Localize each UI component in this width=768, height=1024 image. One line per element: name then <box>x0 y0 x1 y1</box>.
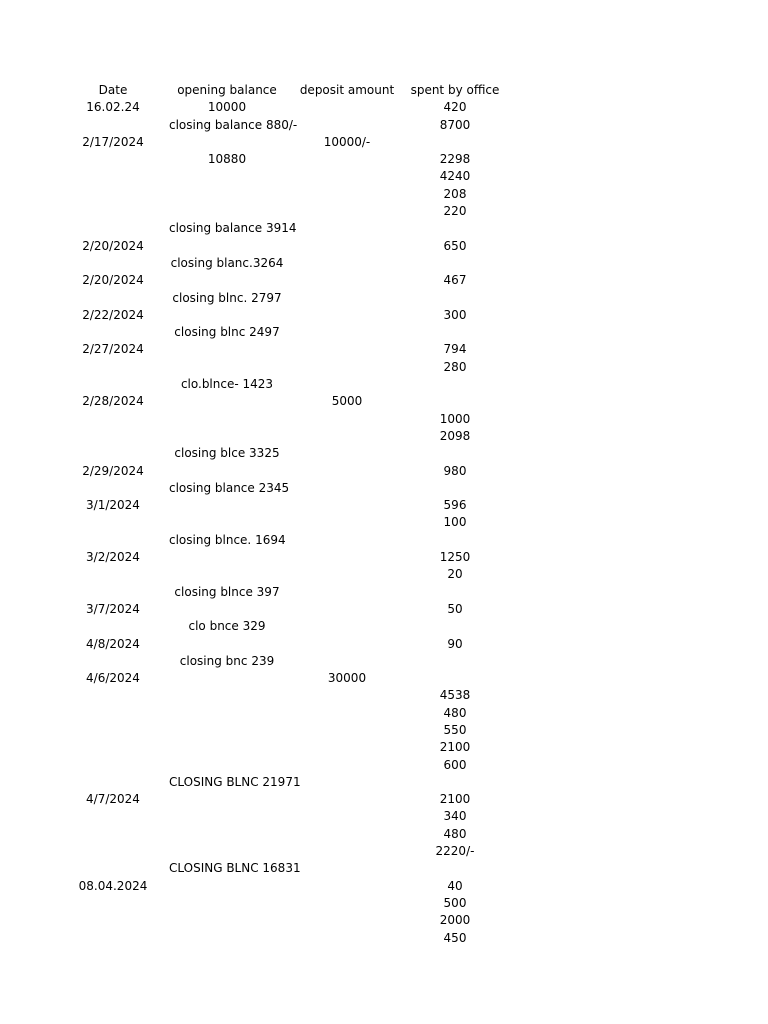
cell-opening-balance <box>169 359 285 376</box>
table-row <box>57 687 517 704</box>
table-row <box>57 168 517 185</box>
cell-deposit-amount <box>285 618 409 635</box>
cell-deposit-amount <box>285 341 409 358</box>
table-row <box>57 220 517 237</box>
cell-deposit-amount <box>285 99 409 116</box>
cell-spent-by-office <box>409 324 501 341</box>
table-row <box>57 757 517 774</box>
cell-deposit-amount <box>285 549 409 566</box>
cell-spent-by-office: 2100 <box>439 792 471 807</box>
cell-deposit-amount <box>285 220 409 237</box>
cell-date: 4/6/2024 <box>86 671 140 686</box>
cell-date: 3/7/2024 <box>86 601 140 616</box>
cell-date <box>57 722 169 739</box>
table-row <box>57 341 517 358</box>
cell-opening-balance <box>169 930 285 947</box>
cell-date <box>57 290 169 307</box>
table-row <box>57 618 517 635</box>
cell-deposit-amount <box>285 636 409 653</box>
cell-opening-balance <box>169 272 285 289</box>
cell-deposit-amount <box>285 290 409 307</box>
expense-sheet <box>57 82 517 947</box>
table-row <box>57 895 517 912</box>
cell-date <box>57 653 169 670</box>
cell-date <box>57 584 169 601</box>
table-row <box>57 428 517 445</box>
cell-opening-balance: closing bnc 239 <box>179 653 275 668</box>
cell-opening-balance: CLOSING BLNC 16831 <box>169 861 301 876</box>
cell-spent-by-office <box>409 618 501 635</box>
cell-date <box>57 757 169 774</box>
cell-deposit-amount <box>285 895 409 912</box>
cell-deposit-amount <box>285 653 409 670</box>
cell-date <box>57 912 169 929</box>
cell-opening-balance: closing blnc 2497 <box>174 325 280 340</box>
table-body <box>57 99 517 947</box>
cell-deposit-amount <box>285 705 409 722</box>
cell-date <box>57 739 169 756</box>
cell-date <box>57 895 169 912</box>
cell-spent-by-office <box>409 393 501 410</box>
cell-deposit-amount <box>285 272 409 289</box>
cell-date <box>57 774 169 791</box>
cell-spent-by-office: 50 <box>447 601 463 616</box>
table-row <box>57 791 517 808</box>
cell-spent-by-office <box>409 255 501 272</box>
cell-opening-balance <box>169 238 285 255</box>
cell-opening-balance: closing blance 2345 <box>169 480 290 495</box>
cell-opening-balance: CLOSING BLNC 21971 <box>169 774 301 789</box>
table-row <box>57 601 517 618</box>
cell-spent-by-office: 4538 <box>439 688 471 703</box>
table-row <box>57 497 517 514</box>
cell-opening-balance <box>169 636 285 653</box>
cell-opening-balance <box>169 843 285 860</box>
cell-spent-by-office: 600 <box>443 757 467 772</box>
cell-opening-balance: closing balance 880/- <box>169 117 298 132</box>
cell-spent-by-office: 1000 <box>439 411 471 426</box>
cell-deposit-amount <box>285 376 409 393</box>
cell-opening-balance <box>169 203 285 220</box>
cell-date: 2/20/2024 <box>82 238 144 253</box>
cell-deposit-amount <box>285 791 409 808</box>
header-spent-by-office: spent by office <box>410 83 500 97</box>
cell-spent-by-office <box>409 670 501 687</box>
table-row <box>57 739 517 756</box>
cell-date: 3/1/2024 <box>86 498 140 513</box>
cell-date: 3/2/2024 <box>86 550 140 565</box>
table-row <box>57 584 517 601</box>
cell-spent-by-office <box>409 134 501 151</box>
cell-spent-by-office <box>409 860 501 877</box>
cell-spent-by-office <box>409 774 501 791</box>
cell-date <box>57 687 169 704</box>
cell-opening-balance <box>169 670 285 687</box>
cell-deposit-amount <box>285 843 409 860</box>
cell-deposit-amount <box>285 739 409 756</box>
cell-date <box>57 117 169 134</box>
cell-date: 2/27/2024 <box>82 342 144 357</box>
table-row <box>57 238 517 255</box>
cell-date <box>57 618 169 635</box>
cell-opening-balance <box>169 722 285 739</box>
table-row <box>57 359 517 376</box>
cell-opening-balance <box>169 878 285 895</box>
cell-spent-by-office <box>409 220 501 237</box>
cell-spent-by-office <box>409 376 501 393</box>
cell-opening-balance <box>169 739 285 756</box>
table-row <box>57 843 517 860</box>
cell-spent-by-office <box>409 480 501 497</box>
cell-opening-balance <box>169 791 285 808</box>
cell-deposit-amount <box>285 808 409 825</box>
cell-date <box>57 186 169 203</box>
cell-deposit-amount <box>285 860 409 877</box>
cell-spent-by-office: 220 <box>443 204 467 219</box>
cell-opening-balance <box>169 307 285 324</box>
cell-deposit-amount <box>285 480 409 497</box>
cell-deposit-amount <box>285 566 409 583</box>
cell-deposit-amount <box>285 601 409 618</box>
cell-opening-balance: closing blce 3325 <box>174 446 280 461</box>
cell-deposit-amount <box>285 203 409 220</box>
cell-date <box>57 808 169 825</box>
cell-opening-balance <box>169 497 285 514</box>
table-row <box>57 393 517 410</box>
cell-deposit-amount <box>285 878 409 895</box>
cell-date <box>57 930 169 947</box>
cell-opening-balance: 10880 <box>207 152 247 167</box>
cell-spent-by-office: 300 <box>443 307 467 322</box>
table-row <box>57 930 517 947</box>
cell-spent-by-office: 2000 <box>439 913 471 928</box>
cell-opening-balance: 10000 <box>207 100 247 115</box>
table-row <box>57 151 517 168</box>
cell-opening-balance <box>169 808 285 825</box>
cell-opening-balance <box>169 912 285 929</box>
cell-date <box>57 324 169 341</box>
cell-spent-by-office: 340 <box>443 809 467 824</box>
cell-opening-balance <box>169 549 285 566</box>
cell-date <box>57 168 169 185</box>
table-row <box>57 514 517 531</box>
table-row <box>57 705 517 722</box>
cell-spent-by-office: 2298 <box>439 152 471 167</box>
cell-deposit-amount <box>285 463 409 480</box>
cell-spent-by-office: 90 <box>447 636 463 651</box>
cell-deposit-amount <box>285 186 409 203</box>
table-row <box>57 463 517 480</box>
table-row <box>57 324 517 341</box>
cell-deposit-amount <box>285 445 409 462</box>
cell-spent-by-office: 8700 <box>439 117 471 132</box>
cell-opening-balance <box>169 895 285 912</box>
cell-deposit-amount <box>285 774 409 791</box>
cell-date <box>57 255 169 272</box>
table-row <box>57 774 517 791</box>
table-row <box>57 480 517 497</box>
cell-date: 16.02.24 <box>86 100 140 115</box>
cell-deposit-amount <box>285 255 409 272</box>
table-row <box>57 653 517 670</box>
cell-deposit-amount <box>285 359 409 376</box>
cell-spent-by-office: 980 <box>443 463 467 478</box>
cell-deposit-amount <box>285 826 409 843</box>
cell-opening-balance <box>169 186 285 203</box>
cell-spent-by-office: 480 <box>443 705 467 720</box>
cell-spent-by-office: 2220/- <box>435 844 475 859</box>
cell-deposit-amount <box>285 117 409 134</box>
cell-spent-by-office <box>409 532 501 549</box>
cell-deposit-amount <box>285 238 409 255</box>
cell-deposit-amount: 30000 <box>327 671 367 686</box>
cell-date <box>57 445 169 462</box>
cell-date <box>57 514 169 531</box>
cell-spent-by-office <box>409 445 501 462</box>
cell-opening-balance <box>169 463 285 480</box>
cell-date: 2/29/2024 <box>82 463 144 478</box>
table-row <box>57 411 517 428</box>
cell-opening-balance <box>169 601 285 618</box>
cell-opening-balance <box>169 411 285 428</box>
table-row <box>57 636 517 653</box>
table-row <box>57 808 517 825</box>
cell-deposit-amount <box>285 930 409 947</box>
table-row <box>57 186 517 203</box>
header-date: Date <box>98 83 128 97</box>
table-row <box>57 134 517 151</box>
header-deposit-amount: deposit amount <box>299 83 395 97</box>
cell-spent-by-office <box>409 290 501 307</box>
cell-opening-balance: closing blnc. 2797 <box>172 290 282 305</box>
cell-spent-by-office: 467 <box>443 273 467 288</box>
cell-opening-balance: closing blnce. 1694 <box>169 532 286 547</box>
cell-opening-balance: closing blnce 397 <box>174 584 280 599</box>
cell-spent-by-office: 794 <box>443 342 467 357</box>
cell-opening-balance: clo.blnce- 1423 <box>180 377 274 392</box>
cell-spent-by-office: 4240 <box>439 169 471 184</box>
cell-spent-by-office: 1250 <box>439 550 471 565</box>
cell-date <box>57 359 169 376</box>
cell-opening-balance: clo bnce 329 <box>188 619 266 634</box>
cell-date <box>57 480 169 497</box>
cell-date: 2/17/2024 <box>82 134 144 149</box>
table-row <box>57 117 517 134</box>
cell-deposit-amount <box>285 307 409 324</box>
cell-date: 08.04.2024 <box>78 878 148 893</box>
cell-spent-by-office: 2098 <box>439 428 471 443</box>
cell-spent-by-office: 2100 <box>439 740 471 755</box>
cell-opening-balance <box>169 705 285 722</box>
table-row <box>57 307 517 324</box>
table-row <box>57 878 517 895</box>
cell-deposit-amount <box>285 584 409 601</box>
cell-deposit-amount <box>285 757 409 774</box>
cell-opening-balance <box>169 134 285 151</box>
cell-deposit-amount <box>285 532 409 549</box>
cell-spent-by-office: 650 <box>443 238 467 253</box>
cell-opening-balance <box>169 341 285 358</box>
cell-deposit-amount: 10000/- <box>323 134 371 149</box>
cell-spent-by-office: 596 <box>443 498 467 513</box>
cell-opening-balance <box>169 687 285 704</box>
cell-deposit-amount: 5000 <box>331 394 363 409</box>
cell-opening-balance <box>169 566 285 583</box>
cell-date <box>57 411 169 428</box>
table-row <box>57 826 517 843</box>
cell-date: 4/7/2024 <box>86 792 140 807</box>
cell-deposit-amount <box>285 514 409 531</box>
cell-spent-by-office <box>409 653 501 670</box>
cell-date <box>57 860 169 877</box>
cell-date <box>57 843 169 860</box>
table-row <box>57 549 517 566</box>
table-row <box>57 376 517 393</box>
cell-date <box>57 376 169 393</box>
cell-spent-by-office: 100 <box>443 515 467 530</box>
cell-date <box>57 566 169 583</box>
header-opening-balance: opening balance <box>177 83 277 97</box>
cell-spent-by-office: 450 <box>443 930 467 945</box>
cell-deposit-amount <box>285 168 409 185</box>
table-row <box>57 290 517 307</box>
cell-opening-balance <box>169 168 285 185</box>
table-row <box>57 255 517 272</box>
cell-opening-balance: closing balance 3914 <box>169 221 297 236</box>
cell-spent-by-office: 420 <box>443 100 467 115</box>
cell-date <box>57 220 169 237</box>
table-row <box>57 272 517 289</box>
table-row <box>57 203 517 220</box>
table-row <box>57 445 517 462</box>
cell-date: 2/20/2024 <box>82 273 144 288</box>
cell-spent-by-office <box>409 584 501 601</box>
cell-spent-by-office: 20 <box>447 567 463 582</box>
cell-date: 2/22/2024 <box>82 307 144 322</box>
cell-date <box>57 151 169 168</box>
cell-spent-by-office: 40 <box>447 878 463 893</box>
header-row <box>57 82 517 99</box>
table-row <box>57 860 517 877</box>
table-row <box>57 912 517 929</box>
cell-date: 4/8/2024 <box>86 636 140 651</box>
cell-deposit-amount <box>285 722 409 739</box>
cell-opening-balance <box>169 826 285 843</box>
cell-deposit-amount <box>285 687 409 704</box>
cell-deposit-amount <box>285 428 409 445</box>
cell-date <box>57 826 169 843</box>
cell-date: 2/28/2024 <box>82 394 144 409</box>
cell-deposit-amount <box>285 151 409 168</box>
cell-opening-balance: closing blanc.3264 <box>170 255 284 270</box>
cell-deposit-amount <box>285 411 409 428</box>
cell-date <box>57 203 169 220</box>
cell-deposit-amount <box>285 324 409 341</box>
cell-deposit-amount <box>285 912 409 929</box>
cell-opening-balance <box>169 393 285 410</box>
cell-date <box>57 532 169 549</box>
cell-date <box>57 705 169 722</box>
cell-spent-by-office: 480 <box>443 826 467 841</box>
table-row <box>57 99 517 116</box>
cell-date <box>57 428 169 445</box>
table-row <box>57 722 517 739</box>
cell-opening-balance <box>169 428 285 445</box>
cell-spent-by-office: 500 <box>443 895 467 910</box>
cell-deposit-amount <box>285 497 409 514</box>
cell-spent-by-office: 280 <box>443 359 467 374</box>
cell-spent-by-office: 550 <box>443 722 467 737</box>
table-row <box>57 670 517 687</box>
cell-spent-by-office: 208 <box>443 186 467 201</box>
cell-opening-balance <box>169 514 285 531</box>
table-row <box>57 532 517 549</box>
cell-opening-balance <box>169 757 285 774</box>
table-row <box>57 566 517 583</box>
